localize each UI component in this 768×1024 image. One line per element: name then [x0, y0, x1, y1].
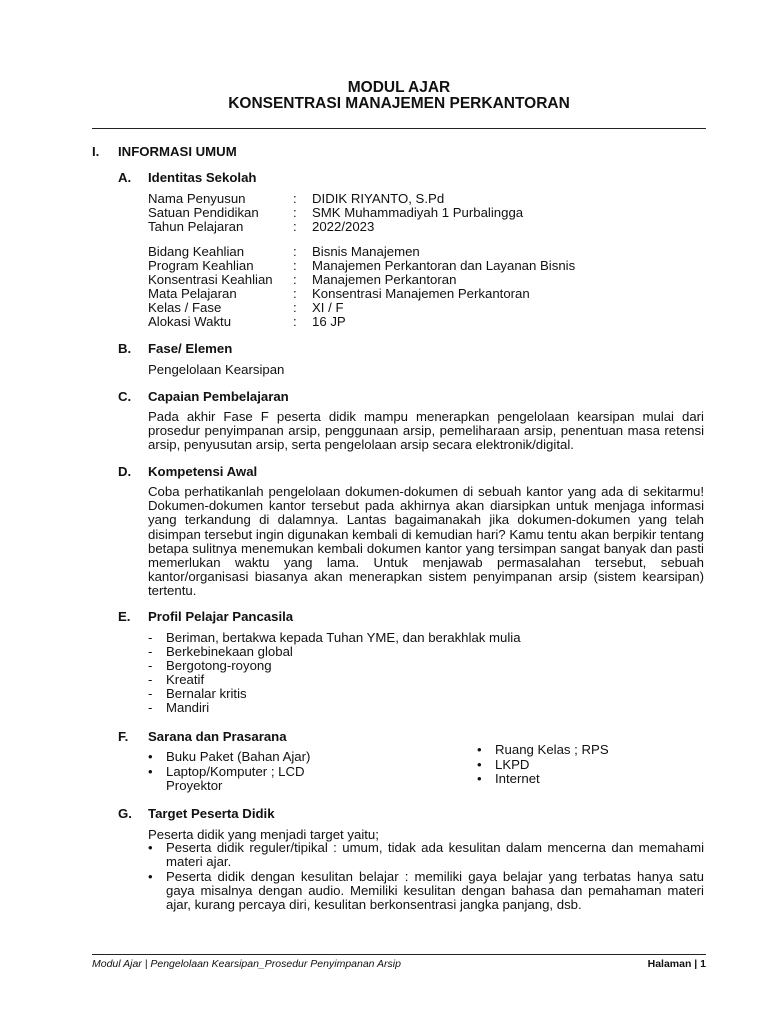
bullet-marker: • [477, 771, 482, 786]
identity-colon: : [293, 300, 297, 315]
identity-value: DIDIK RIYANTO, S.Pd [312, 191, 445, 206]
identity-colon: : [293, 314, 297, 329]
identity-value: 16 JP [312, 314, 346, 329]
identity-value: Manajemen Perkantoran dan Layanan Bisnis [312, 258, 576, 273]
subsection-letter-a: A. [118, 170, 132, 185]
list-item-text: Buku Paket (Bahan Ajar) [166, 749, 311, 764]
identity-label: Mata Pelajaran [148, 286, 237, 301]
list-item [148, 841, 704, 870]
identity-colon: : [293, 258, 297, 273]
list-item [477, 772, 697, 787]
identity-colon: : [293, 244, 297, 259]
subsection-letter-d: D. [118, 464, 132, 479]
bullet-marker: • [148, 749, 153, 764]
list-marker: - [148, 644, 153, 659]
subsection-heading-f: Sarana dan Prasarana [148, 729, 287, 744]
list-item-text: Bernalar kritis [166, 686, 247, 701]
identity-colon: : [293, 219, 297, 234]
identity-label: Kelas / Fase [148, 300, 222, 315]
list-item-text: LKPD [495, 757, 530, 772]
subsection-letter-b: B. [118, 341, 132, 356]
list-marker: - [148, 686, 153, 701]
footer-page-number: Halaman | 1 [647, 958, 706, 970]
list-item [148, 870, 704, 914]
list-item-text: Internet [495, 771, 540, 786]
document-subtitle: KONSENTRASI MANAJEMEN PERKANTORAN [228, 95, 570, 112]
identity-label: Konsentrasi Keahlian [148, 272, 273, 287]
phase-element-text: Pengelolaan Kearsipan [148, 362, 285, 377]
bullet-marker: • [148, 764, 153, 779]
list-item-text: Bergotong-royong [166, 658, 272, 673]
list-item-text: Peserta didik dengan kesulitan belajar : memiliki gaya belajar yang terbatas hanya satu gaya misalnya dengan audio. Memiliki kesulitan dengan bahasa dan pemahaman materi ajar, kurang percaya diri, kesulitan berkonsentrasi jangka panjang, dsb. [166, 869, 704, 913]
subsection-heading-a: Identitas Sekolah [148, 170, 257, 185]
target-intro: Peserta didik yang menjadi target yaitu; [148, 827, 379, 842]
identity-label: Satuan Pendidikan [148, 205, 259, 220]
subsection-heading-g: Target Peserta Didik [148, 806, 275, 821]
identity-label: Bidang Keahlian [148, 244, 245, 259]
list-item-text: Mandiri [166, 700, 210, 715]
section-heading: INFORMASI UMUM [118, 144, 237, 159]
identity-label: Tahun Pelajaran [148, 219, 244, 234]
list-item-text: Berkebinekaan global [166, 644, 293, 659]
bullet-marker: • [477, 742, 482, 757]
subsection-heading-c: Capaian Pembelajaran [148, 389, 289, 404]
subsection-letter-c: C. [118, 389, 132, 404]
identity-label: Alokasi Waktu [148, 314, 232, 329]
bullet-marker: • [477, 757, 482, 772]
list-item-text: Laptop/Komputer ; LCD Proyektor [166, 764, 305, 794]
list-item-text: Beriman, bertakwa kepada Tuhan YME, dan berakhlak mulia [166, 630, 521, 645]
footer-document-title: Modul Ajar | Pengelolaan Kearsipan_Prosedur Penyimpanan Arsip [92, 958, 401, 970]
list-marker: - [148, 700, 153, 715]
identity-value: SMK Muhammadiyah 1 Purbalingga [312, 205, 524, 220]
subsection-heading-d: Kompetensi Awal [148, 464, 258, 479]
subsection-heading-b: Fase/ Elemen [148, 341, 233, 356]
identity-value: 2022/2023 [312, 219, 375, 234]
list-item [477, 743, 697, 758]
list-marker: - [148, 658, 153, 673]
learning-outcome-paragraph: Pada akhir Fase F peserta didik mampu menerapkan pengelolaan kearsipan mulai dari prosedur penyimpanan arsip, penggunaan arsip, pemeliharaan arsip, penentuan masa retensi arsip, penyusutan arsip, serta pengelolaan arsip secara elektronik/digital. [148, 409, 704, 453]
list-marker: - [148, 630, 153, 645]
list-item [148, 750, 348, 765]
header-divider [92, 128, 706, 129]
subsection-letter-f: F. [118, 729, 129, 744]
document-title: MODUL AJAR [347, 79, 451, 96]
bullet-marker: • [148, 840, 153, 855]
identity-colon: : [293, 286, 297, 301]
subsection-letter-g: G. [118, 806, 132, 821]
section-number: I. [92, 144, 100, 159]
list-item-text: Ruang Kelas ; RPS [495, 742, 609, 757]
footer-divider [92, 954, 706, 955]
subsection-letter-e: E. [118, 609, 131, 624]
list-marker: - [148, 672, 153, 687]
list-item [148, 765, 348, 795]
identity-label: Nama Penyusun [148, 191, 246, 206]
identity-colon: : [293, 191, 297, 206]
bullet-marker: • [148, 869, 153, 884]
list-item-text: Peserta didik reguler/tipikal : umum, tidak ada kesulitan dalam mencerna dan memahami materi ajar. [166, 840, 704, 870]
identity-value: Konsentrasi Manajemen Perkantoran [312, 286, 530, 301]
identity-value: XI / F [312, 300, 344, 315]
identity-value: Bisnis Manajemen [312, 244, 420, 259]
identity-colon: : [293, 272, 297, 287]
initial-competence-paragraph: Coba perhatikanlah pengelolaan dokumen-dokumen di sebuah kantor yang ada di sekitarmu! Dokumen-dokumen kantor tersebut pada akhirnya akan diarsipkan untuk menjaga informasi yang terkandung di dalamnya. Lantas bagaimanakah jika dokumen-dokumen yang telah disimpan tersebut ingin digunakan kembali di kemudian hari? Kamu tentu akan berpikir tentang betapa sulitnya menemukan kembali dokumen kantor yang tersimpan sangat banyak dan pasti memerlukan waktu yang lama. Untuk menjawab permasalahan tersebut, sebuah kantor/organisasi biasanya akan menerapkan sistem penyimpanan arsip (sistem kearsipan) tertentu. [148, 484, 704, 599]
subsection-heading-e: Profil Pelajar Pancasila [148, 609, 294, 624]
identity-value: Manajemen Perkantoran [312, 272, 457, 287]
identity-label: Program Keahlian [148, 258, 254, 273]
list-item-text: Kreatif [166, 672, 205, 687]
identity-colon: : [293, 205, 297, 220]
